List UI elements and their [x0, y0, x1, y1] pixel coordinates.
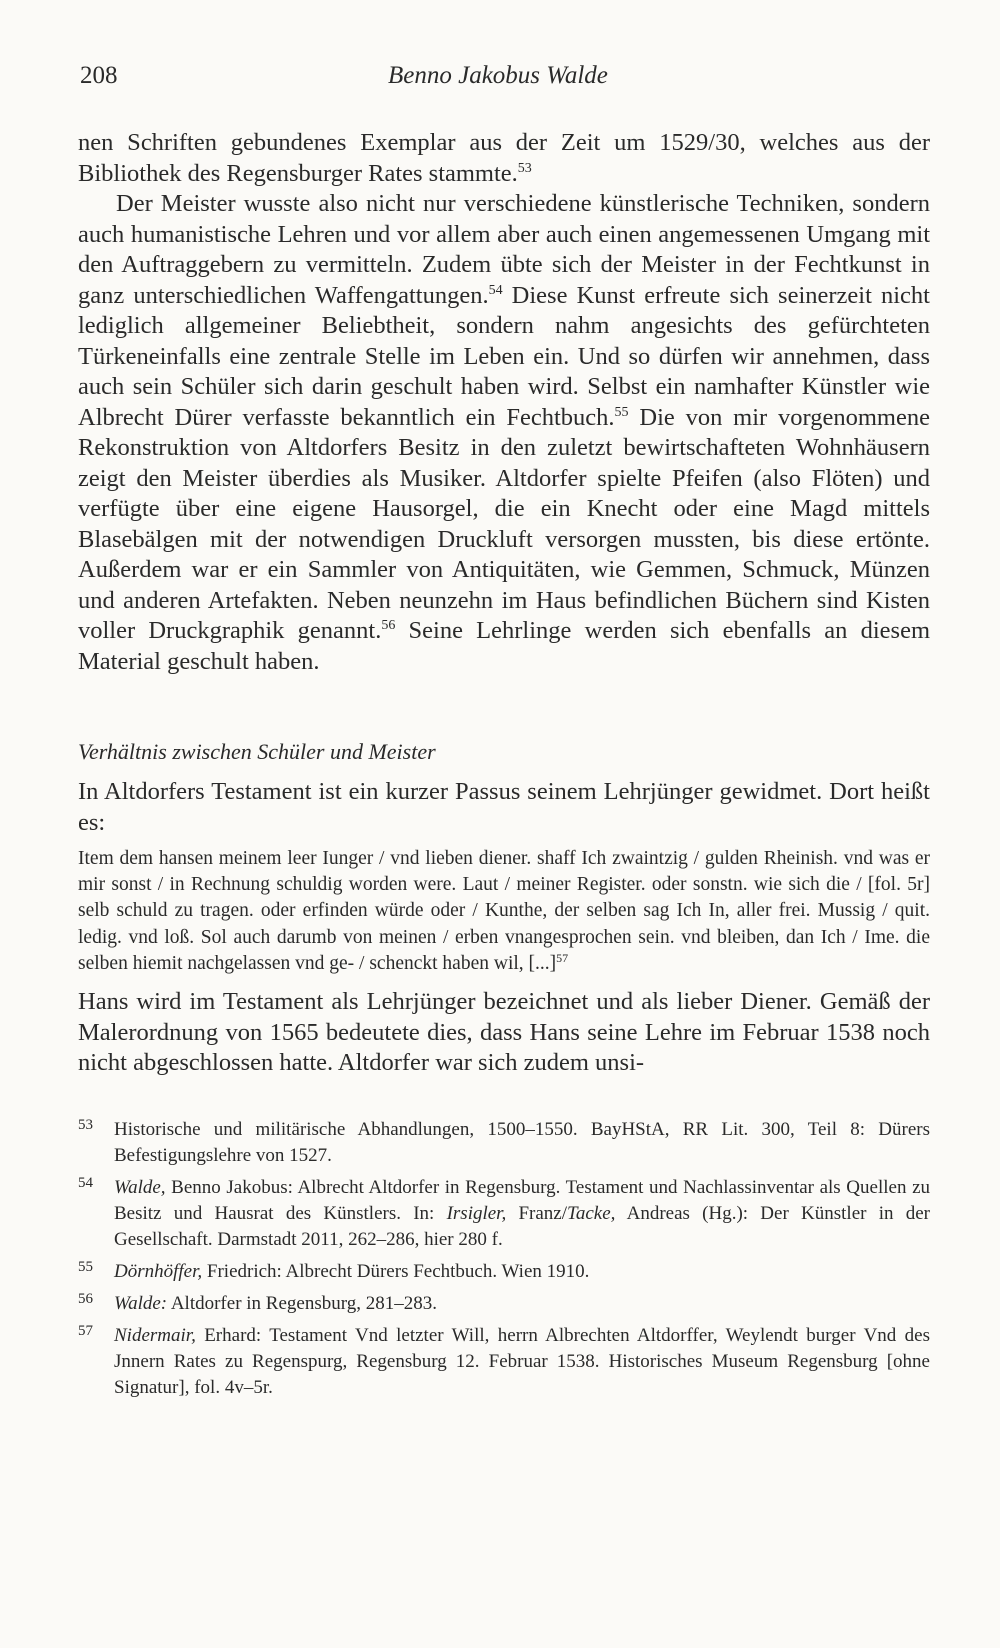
footnote-text: Erhard: Testament Vnd letzter Will, herrn Albrechten Altdorffer, Weylendt burger Vnd des Jnnern Rates zu Regenspurg, Regensburg 12. Februar 1538. Historisches Museum Regensburg [ohne Signatur], fol. 4v–5r. — [114, 1324, 930, 1398]
page-number: 208 — [80, 62, 118, 89]
paragraph-2 — [78, 189, 930, 677]
footnote-ref-56[interactable]: 56 — [381, 618, 396, 633]
footnote-author: Irsigler, — [446, 1202, 507, 1224]
footnote-text: Franz/ — [506, 1202, 568, 1224]
footnote-number: 57 — [78, 1322, 93, 1339]
page-header — [0, 62, 1000, 102]
footnote-54 — [78, 1175, 930, 1253]
footnote-text: Andreas (Hg.): Der Künstler in der Gesellschaft. Darmstadt 2011, 262–286, hier 280 f. — [114, 1202, 931, 1250]
body-text — [78, 128, 930, 1407]
footnote-number: 53 — [78, 1116, 93, 1133]
paragraph-2-part-2: Diese Kunst erfreute sich seinerzeit nicht lediglich allgemeiner Beliebtheit, sondern nahm angesichts des gefürchteten Türkeneinfalls eine zentrale Stelle im Leben ein. Und so dürfen wir annehmen, dass auch sein Schüler sich darin geschult haben wird. Selbst ein namhafter Künstler wie Albrecht Dürer verfasste bekanntlich ein Fechtbuch. — [78, 281, 930, 431]
footnote-author: Dörnhöffer, — [114, 1260, 203, 1282]
running-head: Benno Jakobus Walde — [388, 62, 608, 89]
footnote-number: 55 — [78, 1258, 93, 1275]
footnote-author: Nidermair, — [114, 1324, 196, 1346]
paragraph-2-part-1: Der Meister wusste also nicht nur verschiedene künstlerische Techniken, sondern auch humanistische Lehren und vor allem aber auch einen angemessenen Umgang mit den Auftraggebern zu vermitteln. Zudem übte sich der Meister in der Fechtkunst in ganz unterschiedlichen Waffengattungen. — [78, 190, 930, 309]
paragraph-1 — [78, 128, 930, 189]
footnote-text: Altdorfer in Regensburg, 281–283. — [167, 1292, 437, 1314]
footnote-ref-57[interactable]: 57 — [556, 950, 569, 965]
paragraph-3: In Altdorfers Testament ist ein kurzer Passus seinem Lehrjünger gewidmet. Dort heißt es: — [78, 778, 930, 836]
footnote-text: Friedrich: Albrecht Dürers Fechtbuch. Wien 1910. — [202, 1260, 590, 1282]
quote-text: Item dem hansen meinem leer Iunger / vnd lieben diener. shaff Ich zwaintzig / gulden Rheinish. vnd was er mir sonst / in Rechnung schuldig worden were. Laut / meiner Register. oder sonstn. wie sich die / [fol. 5r] selb schuld zu tragen. oder erfinden würde oder / Kunthe, der selben sag Ich In, aller frei. Mussig / quit. ledig. vnd loß. Sol auch darumb von meinen / erben vnangesprochen sein. vnd bleiben, dan Ich / Ime. die selben hiemit nachgelassen vnd ge- / schenckt haben wil, [...] — [78, 848, 930, 974]
footnote-ref-55[interactable]: 55 — [614, 404, 629, 420]
paragraph-2-part-4: Seine Lehrlinge werden sich ebenfalls an diesem Material geschult haben. — [78, 617, 930, 675]
footnote-ref-53[interactable]: 53 — [517, 160, 532, 176]
paragraph-2-part-3: Die von mir vorgenommene Rekonstruktion von Altdorfers Besitz in den zuletzt bewirtschafteten Wohnhäusern zeigt den Meister überdies als Musiker. Altdorfer spielte Pfeifen (also Flöten) und verfügte über eine eigene Hausorgel, die ein Knecht oder eine Magd mittels Blasebälgen mit der notwendigen Druckluft versorgen mussten, bis diese ertönte. Außerdem war er ein Sammler von Antiquitäten, wie Gemmen, Schmuck, Münzen und anderen Artefakten. Neben neunzehn im Haus befindlichen Büchern sind Kisten voller Druckgraphik genannt. — [78, 403, 930, 644]
footnote-author: Walde, — [114, 1176, 166, 1198]
testament-quote — [78, 846, 930, 977]
footnote-author: Tacke, — [567, 1202, 616, 1224]
footnote-ref-54[interactable]: 54 — [488, 282, 503, 298]
footnote-author: Walde: — [114, 1292, 168, 1314]
footnote-number: 56 — [78, 1290, 93, 1307]
footnote-55 — [78, 1259, 930, 1285]
paragraph-4: Hans wird im Testament als Lehrjünger bezeichnet und als lieber Diener. Gemäß der Malerordnung von 1565 bedeutete dies, dass Hans seine Lehre im Februar 1538 noch nicht abgeschlossen hatte. Altdorfer war sich zudem unsi- — [78, 988, 930, 1077]
paragraph-1-text: nen Schriften gebundenes Exemplar aus der Zeit um 1529/30, welches aus der Bibliothek des Regensburger Rates stammte. — [78, 129, 930, 187]
footnote-57 — [78, 1323, 930, 1401]
footnote-text: Benno Jakobus: Albrecht Altdorfer in Regensburg. Testament und Nachlassinventar als Quellen zu Besitz und Hausrat des Künstlers. In: — [114, 1176, 930, 1224]
footnotes — [78, 1117, 930, 1401]
section-heading: Verhältnis zwischen Schüler und Meister — [78, 739, 436, 764]
footnote-53 — [78, 1117, 930, 1169]
footnote-56 — [78, 1291, 930, 1317]
footnote-number: 54 — [78, 1174, 93, 1191]
footnote-text: Historische und militärische Abhandlungen, 1500–1550. BayHStA, RR Lit. 300, Teil 8: Dürers Befestigungslehre von 1527. — [114, 1118, 930, 1166]
